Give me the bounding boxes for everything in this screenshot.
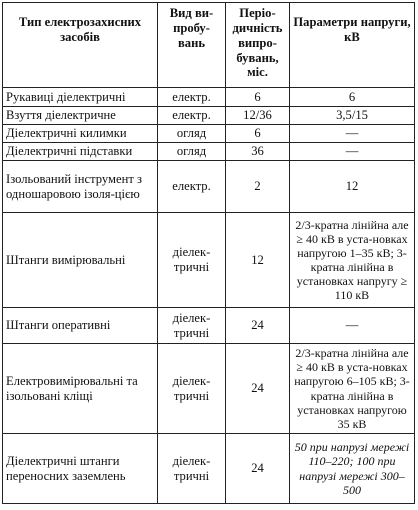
row-name: Штанги оперативні [3, 308, 158, 344]
row-name: Діелектричні штанги переносних заземлень [3, 434, 158, 504]
test-parameters-table [2, 2, 415, 504]
header-voltage-params: Параметри напруги, кВ [290, 3, 415, 88]
table-row [3, 125, 415, 143]
row-test-type: діелек-тричні [158, 344, 226, 434]
table-row [3, 213, 415, 308]
row-period: 36 [226, 143, 290, 161]
row-params: 6 [290, 88, 415, 107]
row-test-type: огляд [158, 143, 226, 161]
row-test-type: діелек-тричні [158, 213, 226, 308]
row-name: Взуття діелектричне [3, 107, 158, 125]
row-params: 12 [290, 161, 415, 213]
row-period: 6 [226, 125, 290, 143]
row-params: 2/3-кратна лінійна але ≥ 40 кВ в уста-новках напругою 1–35 кВ; 3-кратна лінійна в установках напругу ≥ 110 кВ [290, 213, 415, 308]
table-row [3, 308, 415, 344]
table-row [3, 88, 415, 107]
table-row [3, 107, 415, 125]
row-period: 24 [226, 434, 290, 504]
row-params: 50 при напрузі мережі 110–220; 100 при напрузі мережі 300–500 [290, 434, 415, 504]
row-period: 24 [226, 344, 290, 434]
row-params: — [290, 143, 415, 161]
row-test-type: електр. [158, 161, 226, 213]
table-row [3, 344, 415, 434]
table-row [3, 161, 415, 213]
row-params: — [290, 125, 415, 143]
row-name: Рукавиці діелектричні [3, 88, 158, 107]
row-name: Штанги вимірювальні [3, 213, 158, 308]
row-test-type: діелек-тричні [158, 434, 226, 504]
row-test-type: електр. [158, 107, 226, 125]
row-name: Діелектричні підставки [3, 143, 158, 161]
row-params: 3,5/15 [290, 107, 415, 125]
row-name: Ізольований інструмент з одношаровою ізоля-цією [3, 161, 158, 213]
row-period: 2 [226, 161, 290, 213]
row-params: — [290, 308, 415, 344]
row-period: 12 [226, 213, 290, 308]
table-header-row [3, 3, 415, 88]
row-name: Діелектричні килимки [3, 125, 158, 143]
row-name: Електровимірювальні та ізольовані кліщі [3, 344, 158, 434]
header-periodicity: Періо-дичність випро-бувань, міс. [226, 3, 290, 88]
row-test-type: електр. [158, 88, 226, 107]
header-test-kind: Вид ви-пробу-вань [158, 3, 226, 88]
table-row [3, 143, 415, 161]
row-params: 2/3-кратна лінійна але ≥ 40 кВ в уста-новках напругою 6–105 кВ; 3-кратна лінійна в установках напругою 35 кВ [290, 344, 415, 434]
row-period: 24 [226, 308, 290, 344]
row-test-type: огляд [158, 125, 226, 143]
row-period: 6 [226, 88, 290, 107]
table-row [3, 434, 415, 504]
row-period: 12/36 [226, 107, 290, 125]
row-test-type: діелек-тричні [158, 308, 226, 344]
header-type-of-means: Тип електрозахисних засобів [3, 3, 158, 88]
document-page [2, 2, 416, 508]
